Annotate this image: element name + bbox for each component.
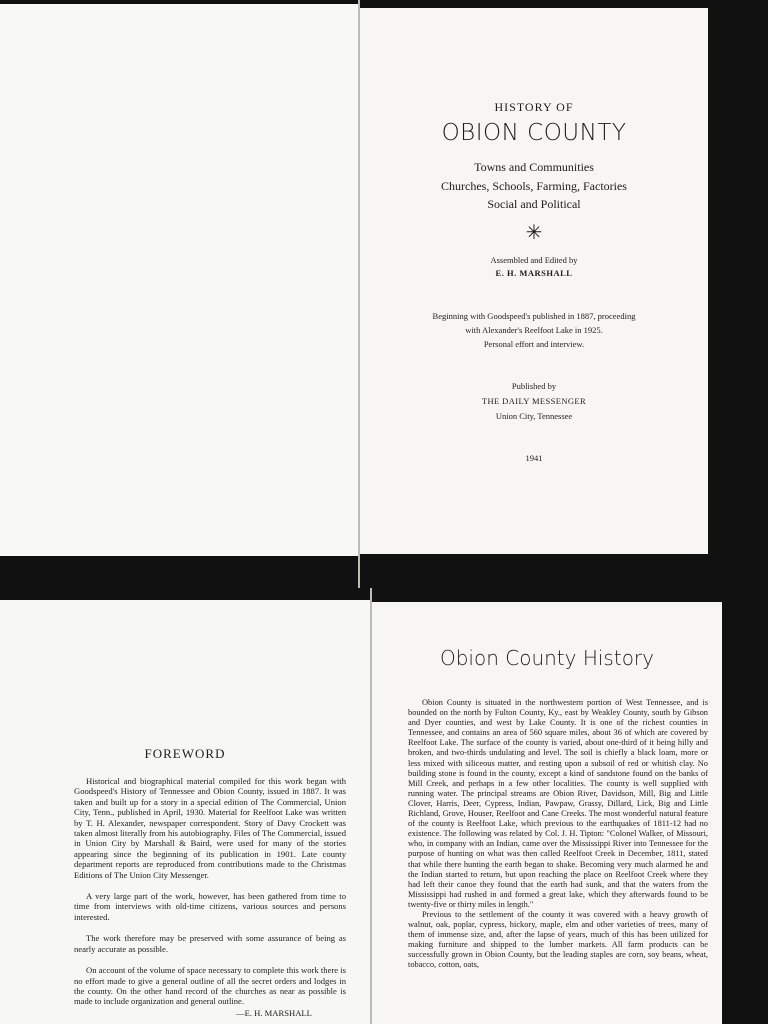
title-page [360,8,708,554]
source-line-2: with Alexander's Reelfoot Lake in 1925. [465,325,603,335]
editor-name: E. H. MARSHALL [495,268,573,278]
foreword-heading: FOREWORD [144,746,226,761]
foreword-paragraph: The work therefore may be preserved with some assurance of being as nearly accurate as possible. [74,933,346,954]
history-of-label: HISTORY OF [494,100,574,114]
foreword-paragraph: On account of the volume of space necessary to complete this work there is no effort made to give a general outline of all the secret orders and lodges in the county. On the other hand record of the churches as near as possible is made to include organization and general outline. [74,965,346,1007]
foreword-signature: —E. H. MARSHALL [236,1008,312,1018]
source-line-1: Beginning with Goodspeed's published in 1887, proceeding [432,311,636,321]
assembled-label: Assembled and Edited by [490,255,578,265]
book-title: OBION COUNTY [441,120,627,146]
publisher-name: THE DAILY MESSENGER [481,396,587,406]
history-paragraph: Obion County is situated in the northwestern portion of West Tennessee, and is bounded on the north by Fulton County, Ky., east by Weakley County, south by Gibson and Dyer counties, and west by Lake County. It is one of the richest counties in Tennessee, and contains an area of 560 square miles, about 36 of which are covered by Reelfoot Lake. The surface of the county is varied, about one-third of it being hilly and broken, and two-thirds undulating and level. The soil is chiefly a black loam, more or less mixed with siliceous matter, and resting upon a subsoil of red or whitish clay. No building stone is found in the county, except a kind of sandstone found on the banks of Mill Creek, and perhaps in a few other localities. The county is well supplied with running water. The principal streams are Obion River, Davidson, Mill, Big and Little Clover, Harris, Deer, Cypress, Indian, Pawpaw, Grassy, Dillard, Lick, Big and Little Richland, Grove, Houser, Reelfoot and Cane Creeks. The most wonderful natural feature of the county is Reelfoot Lake, which previous to the earthquakes of 1811-12 had no existence. The following was related by Col. J. H. Tipton: "Colonel Walker, of Missouri, who, in company with an Indian, came over the Mississippi River into Tennessee for the purpose of hunting on what was then called Reelfoot Creek in December, 1811, stated that while there hunting the earth began to shake. Becoming very much alarmed he and the Indian started to return, but upon reaching the place on Reelfoot Creek where they had left their canoe they found that the earth had sunk, and that the waters from the Mississippi had rushed in and formed a great lake, which they afterwards found to be twenty-five or thirty miles in length." [408,698,708,909]
foreword-paragraph: A very large part of the work, however, has been gathered from time to time from interviews with old-time citizens, various sources and persons interested. [74,891,346,922]
history-body [408,698,708,971]
subtitle-line-1: Towns and Communities [474,160,594,174]
publisher-place: Union City, Tennessee [495,411,573,421]
history-page [372,602,722,1024]
history-paragraph: Previous to the settlement of the county it was covered with a heavy growth of walnut, oak, poplar, cypress, hickory, maple, elm and other varieties of trees, many of them of immense size, and, after the lapse of years, much of this has been utilized for making furniture and shipped to the lumber markets. All farm products can be successfully grown in Obion County, but the leading staples are corn, soy beans, wheat, tobacco, cotton, oats, [408,909,708,970]
foreword-body [74,776,346,1018]
foreword-page [0,600,370,1024]
asterisk-ornament: ✳ [525,222,543,244]
publication-year: 1941 [525,453,543,463]
history-heading: Obion County History [439,646,654,670]
published-label: Published by [511,381,557,391]
bottom-scan-spread [0,588,768,1024]
subtitle-line-3: Social and Political [487,197,581,211]
blank-left-page [0,4,358,556]
source-line-3: Personal effort and interview. [483,339,585,349]
foreword-paragraph: Historical and biographical material compiled for this work began with Goodspeed's History of Tennessee and Obion County, issued in 1887. It was taken and built up for a story in a special edition of The Commercial, Union City, Tenn., published in April, 1930. Material for Reelfoot Lake was written by T. H. Alexander, newspaper correspondent. Story of Davy Crockett was taken almost literally from his autobiography. Files of The Commercial, issued in Union City by Marshall & Baird, were used for many of the stories appearing since the beginning of its publication in 1901. Late county department reports are reproduced from contributions made to the Christmas Editions of The Union City Messenger. [74,776,346,880]
subtitle-line-2: Churches, Schools, Farming, Factories [441,179,627,193]
